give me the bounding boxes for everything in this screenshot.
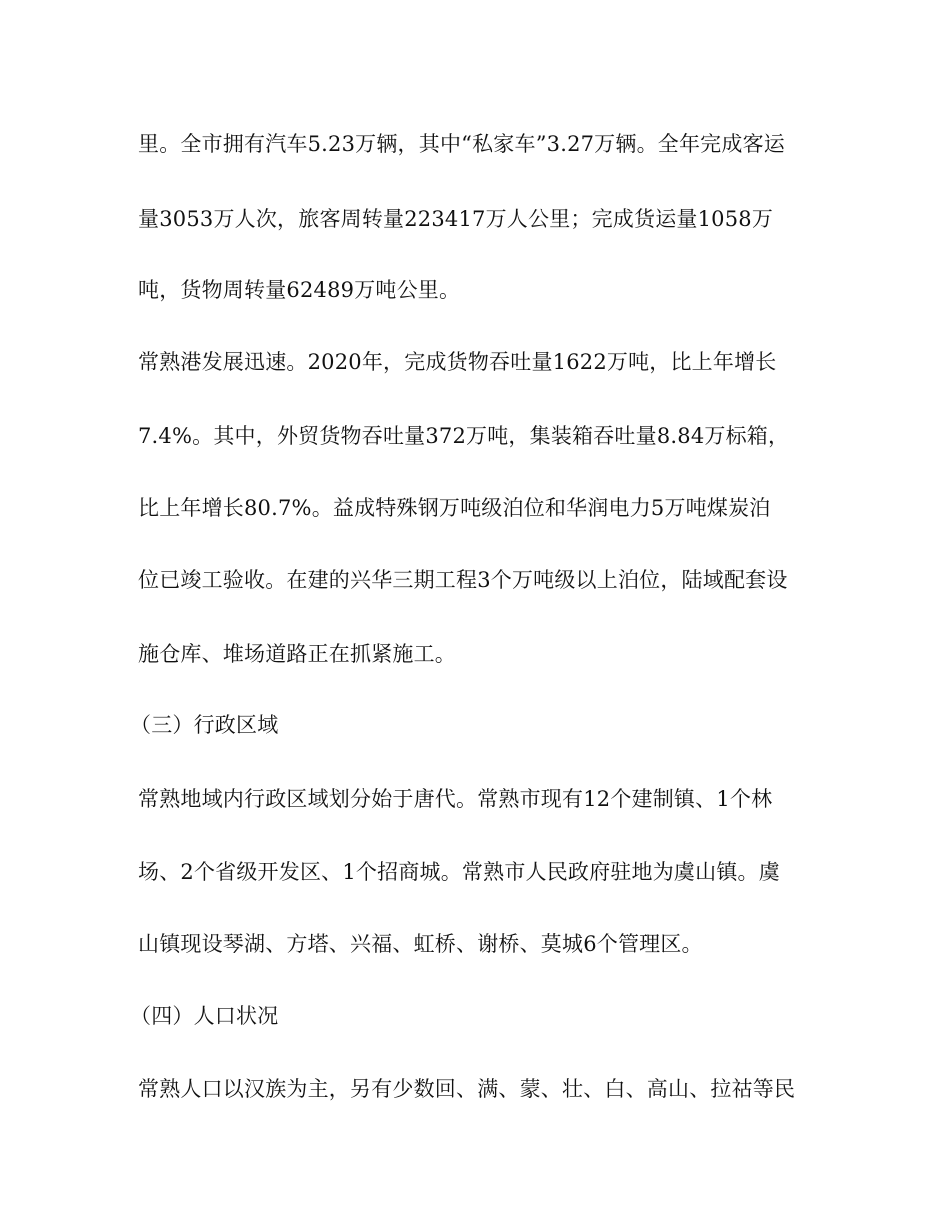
- text-line: 比上年增长80.7%。益成特殊钢万吨级泊位和华润电力5万吨煤炭泊: [138, 496, 771, 520]
- text-line: 量3053万人次，旅客周转量223417万人公里；完成货运量1058万: [138, 207, 774, 231]
- text-line: 7.4%。其中，外贸货物吞吐量372万吨，集装箱吞吐量8.84万标箱，: [138, 424, 790, 448]
- text-line: 山镇现设琴湖、方塔、兴福、虹桥、谢桥、莫城6个管理区。: [138, 932, 703, 956]
- text-line: 常熟地域内行政区域划分始于唐代。常熟市现有12个建制镇、1个林: [138, 787, 773, 811]
- text-line: 位已竣工验收。在建的兴华三期工程3个万吨级以上泊位，陆域配套设: [138, 568, 788, 592]
- text-line: 常熟人口以汉族为主，另有少数回、满、蒙、壮、白、高山、拉祜等民: [138, 1077, 796, 1101]
- text-line: 常熟港发展迅速。2020年，完成货物吞吐量1622万吨，比上年增长: [138, 350, 777, 374]
- section-heading: （四）人口状况: [130, 1004, 279, 1028]
- text-line: 施仓库、堆场道路正在抓紧施工。: [138, 642, 456, 666]
- text-line: 场、2个省级开发区、1个招商城。常熟市人民政府驻地为虞山镇。虞: [138, 860, 780, 884]
- text-line: 吨，货物周转量62489万吨公里。: [138, 278, 461, 302]
- text-line: 里。全市拥有汽车5.23万辆，其中“私家车”3.27万辆。全年完成客运: [138, 132, 785, 156]
- section-heading: （三）行政区域: [130, 713, 279, 737]
